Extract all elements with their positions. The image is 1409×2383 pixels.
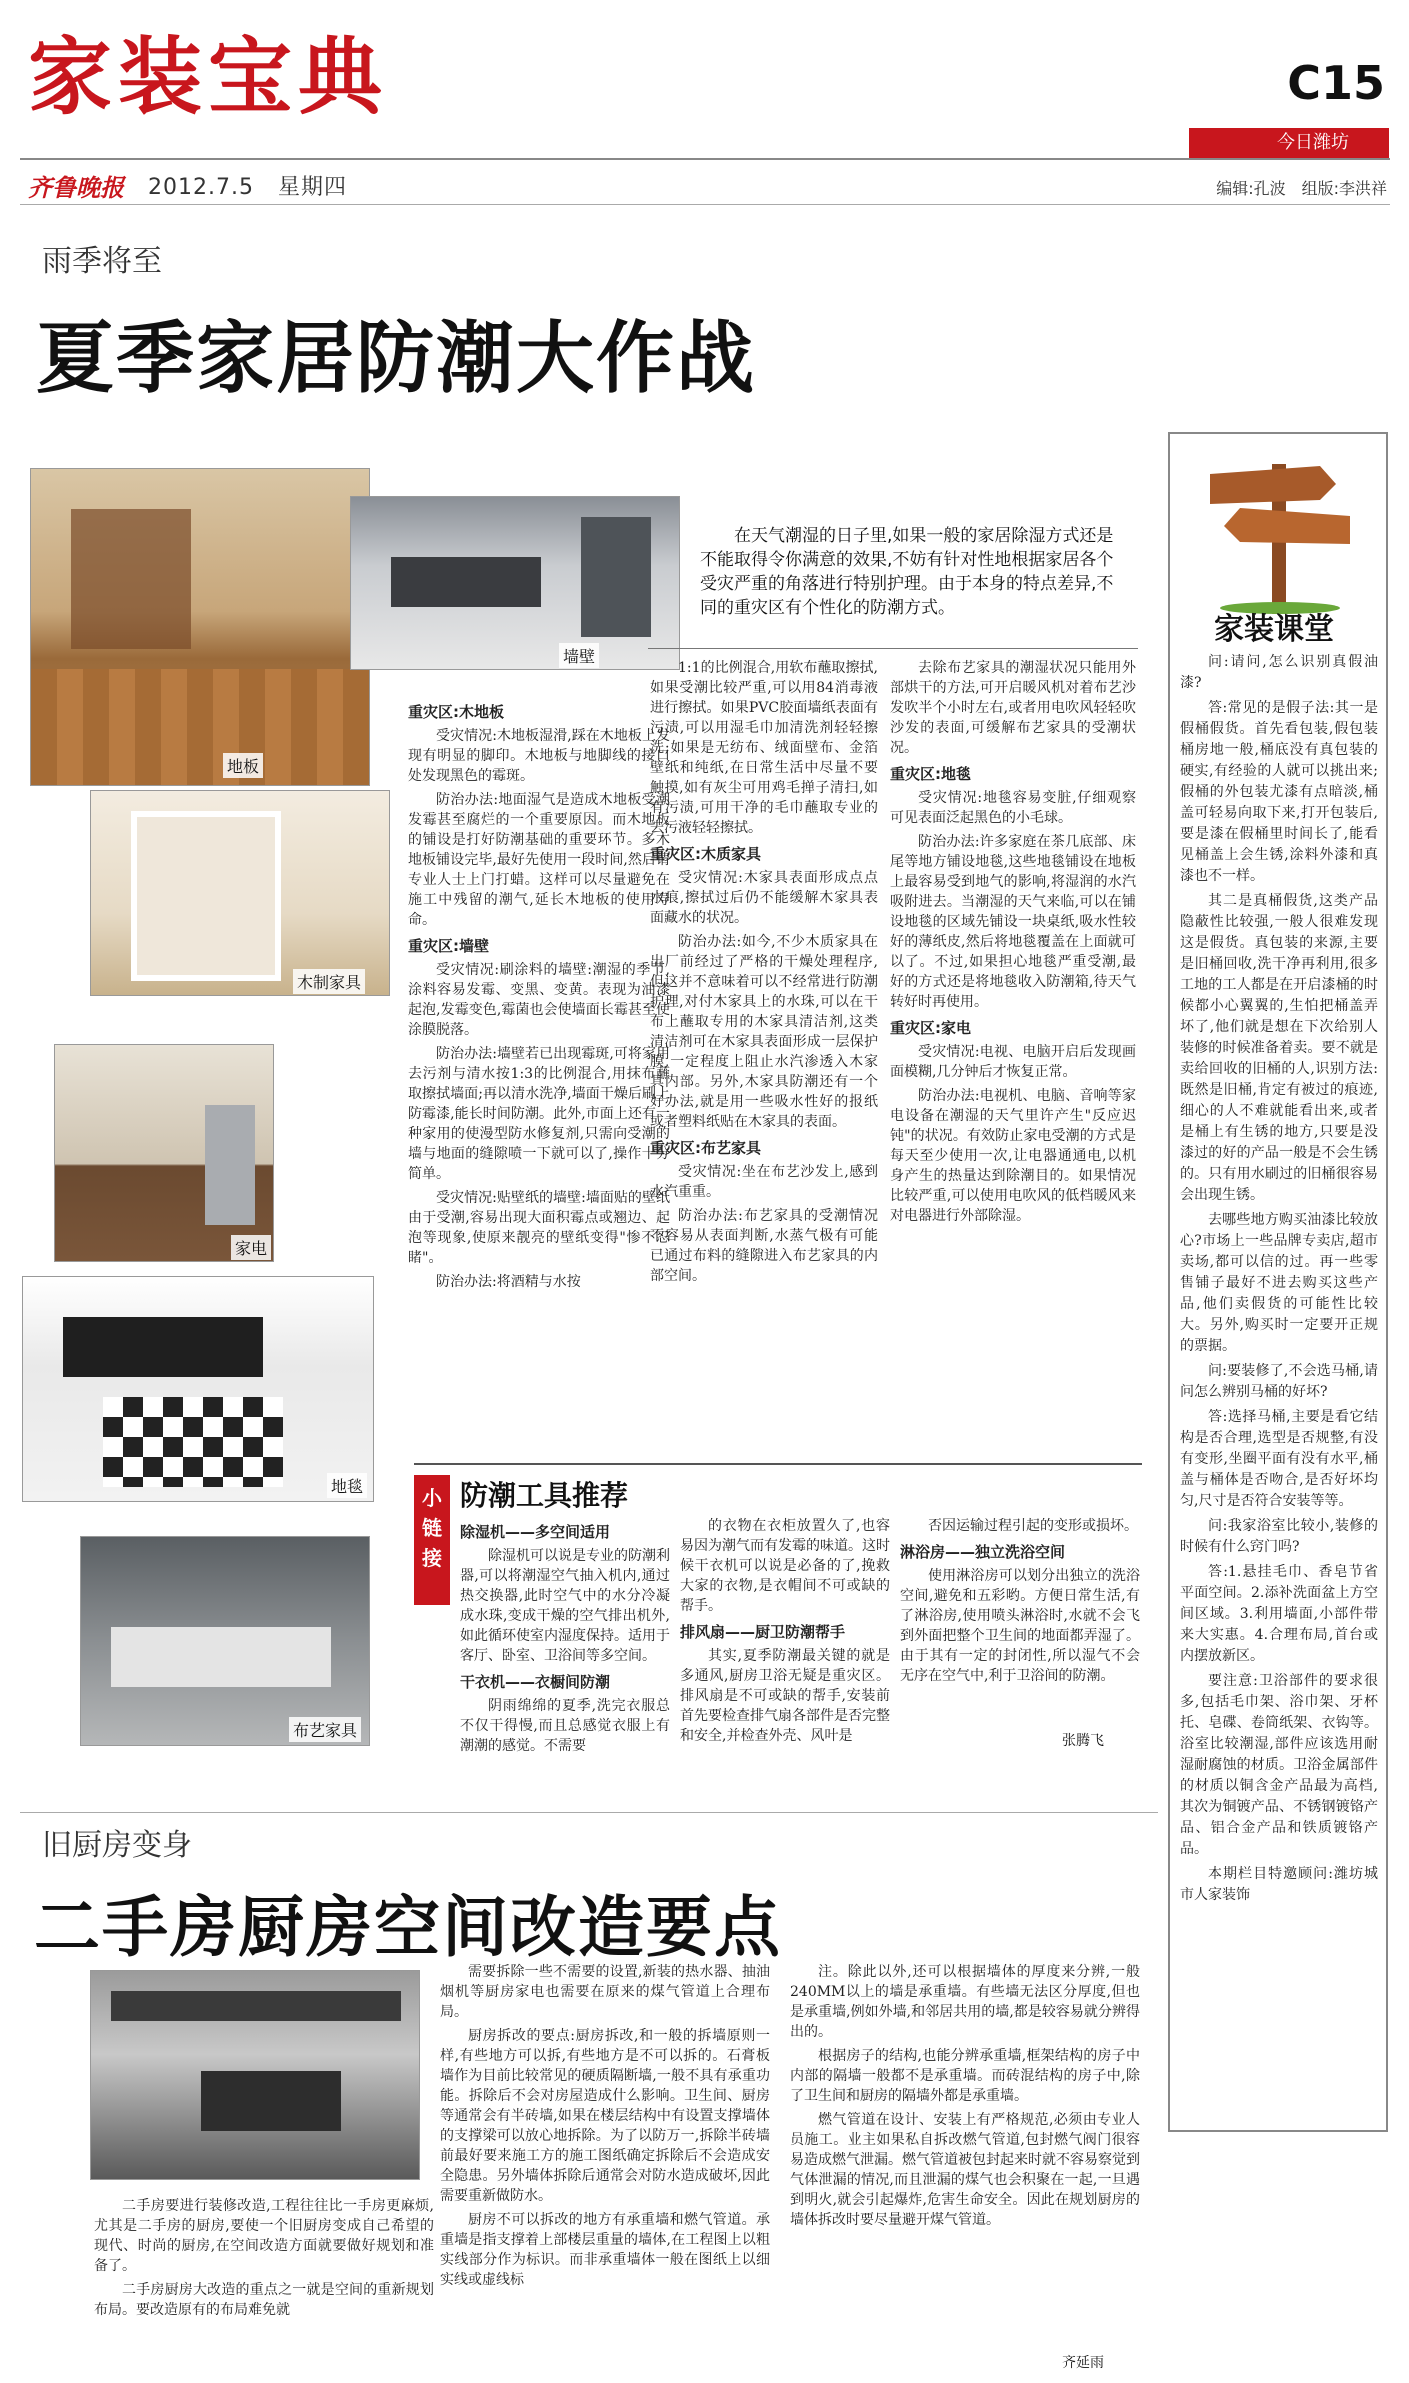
section-subhead: 重灾区:木质家具 (650, 845, 761, 863)
photo-label-furniture: 木制家具 (293, 969, 365, 994)
paragraph: 受灾情况:电视、电脑开启后发现画面模糊,几分钟后才恢复正常。 (890, 1044, 1136, 1080)
paragraph: 其实,夏季防潮最关键的就是多通风,厨房卫浴无疑是重灾区。排风扇是不可或缺的帮手,安装前首先要检查排气扇各部件是否完整和安全,并检查外壳、风叶是 (680, 1648, 890, 1744)
paragraph: 受灾情况:地毯容易变脏,仔细观察可见表面泛起黑色的小毛球。 (890, 790, 1136, 826)
sidebar-qa (1180, 652, 1378, 2122)
photo-label-fabric: 布艺家具 (289, 1717, 361, 1742)
section-subhead: 重灾区:布艺家具 (650, 1139, 761, 1157)
paragraph: 防治办法:如今,不少木质家具在出厂前经过了严格的干燥处理程序,但这并不意味着可以不经常进行防潮护理,对付木家具上的水珠,可以在干布上蘸取专用的木家具清洁剂,这类清洁剂可在木家具表面形成一层保护膜,一定程度上阻止水汽渗透入木家具内部。另外,木家具防潮还有一个好办法,就是用一些吸水性好的报纸或者塑料纸贴在木家具的表面。 (650, 934, 878, 1130)
paragraph: 受灾情况:贴壁纸的墙壁:墙面贴的壁纸由于受潮,容易出现大面积霉点或翘边、起泡等现象,使原来靓亮的壁纸变得"惨不忍睹"。 (408, 1190, 670, 1266)
link-box-rule (414, 1463, 1142, 1465)
section-subhead: 排风扇——厨卫防潮帮手 (680, 1623, 846, 1641)
article1-column-2 (650, 658, 878, 1436)
photo-wall (350, 496, 680, 670)
paragraph: 防治办法:地面湿气是造成木地板受潮发霉甚至腐烂的一个重要原因。而木地板的铺设是打好防潮基础的重要环节。多木地板铺设完毕,最好先使用一段时间,然后请专业人士上门打蜡。这样可以尽量避免在施工中残留的潮气,延长木地板的使用寿命。 (408, 792, 670, 928)
paragraph: 燃气管道在设计、安装上有严格规范,必须由专业人员施工。业主如果私自拆改燃气管道,包封燃气阀门很容易造成燃气泄漏。燃气管道被包封起来时就不容易察觉到气体泄漏的情况,而且泄漏的煤气也会积聚在一起,一旦遇到明火,就会引起爆炸,危害生命安全。因此在规划厨房的墙体拆改时要尽量避开煤气管道。 (790, 2112, 1140, 2228)
article1-lede: 在天气潮湿的日子里,如果一般的家居除湿方式还是不能取得令你满意的效果,不妨有针对性地根据家居各个受灾严重的角落进行特别护理。由于本身的特点差异,不同的重灾区有个性化的防潮方式。 (700, 526, 1114, 618)
weekday: 星期四 (277, 175, 347, 200)
photo-shelf-shape (581, 517, 651, 637)
section-subhead: 重灾区:家电 (890, 1019, 971, 1037)
paragraph: 受灾情况:坐在布艺沙发上,感到水汽重重。 (650, 1164, 878, 1200)
page-number: C15 (1287, 56, 1385, 110)
paragraph: 受灾情况:木家具表面形成点点水痕,擦拭过后仍不能缓解木家具表面藏水的状况。 (650, 870, 878, 926)
link-column-1 (460, 1516, 670, 1756)
paragraph: 防治办法:墙壁若已出现霉斑,可将家用去污剂与清水按1:3的比例混合,用抹布蘸取擦拭墙面;再以清水洗净,墙面干燥后刷上防霉漆,能长时间防潮。此外,市面上还有一种家用的使漫型防水修复剂,只需向受潮的墙与地面的缝隙喷一下就可以了,操作十分简单。 (408, 1046, 670, 1182)
article1-column-1 (408, 696, 670, 1436)
article2-headline: 二手房厨房空间改造要点 (34, 1889, 782, 1966)
paragraph: 去哪些地方购买油漆比较放心?市场上一些品牌专卖店,超市卖场,都可以信的过。再一些零售铺子最好不进去购买这些产品,他们卖假货的可能性比较大。另外,购买时一定要开正规的票据。 (1180, 1212, 1378, 1354)
article2-rule (20, 1812, 1158, 1813)
paragraph: 防治办法:将酒精与水按 (436, 1274, 581, 1290)
photo-wood-floor (30, 468, 370, 786)
photo-kitchen (90, 1970, 420, 2180)
paragraph: 问:请问,怎么识别真假油漆? (1180, 654, 1378, 691)
link-title: 防潮工具推荐 (460, 1479, 629, 1512)
section-subhead: 重灾区:木地板 (408, 703, 504, 721)
photo-fabric-sofa-shape (111, 1627, 331, 1687)
article2-column-1 (440, 1962, 770, 2372)
paragraph: 防治办法:电视机、电脑、音响等家电设备在潮湿的天气里许产生"反应迟钝"的状况。有效防止家电受潮的方式是每天至少使用一次,让电器通通电,以机身产生的热量达到除潮目的。如果情况比较严重,可以使用电吹风的低档暖风来对电器进行外部除湿。 (890, 1088, 1136, 1224)
paragraph: 问:要装修了,不会选马桶,请问怎么辨别马桶的好坏? (1180, 1363, 1378, 1400)
paragraph: 受灾情况:刷涂料的墙壁:潮湿的季节,涂料容易发霉、变黑、变黄。表现为油漆起泡,发霉变色,霉菌也会使墙面长霉甚至使涂膜脱落。 (408, 962, 670, 1038)
paragraph: 除湿机可以说是专业的防潮利器,可以将潮湿空气抽入机内,通过热交换器,此时空气中的水分冷凝成水珠,变成干燥的空气排出机外,如此循环使室内湿度保持。适用于客厅、卧室、卫浴间等多空间。 (460, 1548, 670, 1664)
photo-label-appliance: 家电 (231, 1235, 271, 1260)
paragraph: 防治办法:许多家庭在茶几底部、床尾等地方铺设地毯,这些地毯铺设在地板上最容易受到地气的影响,将湿润的水汽吸附进去。当潮湿的天气来临,可以在铺设地毯的区域先铺设一块桌纸,吸水性较好的薄纸皮,然后将地毯覆盖在上面就可以了。不过,如果担心地毯严重受潮,最好的方式还是将地毯收入防潮箱,待天气转好时再使用。 (890, 834, 1136, 1010)
paragraph: 受灾情况:木地板湿滑,踩在木地板上发现有明显的脚印。木地板与地脚线的接口处发现黑色的霉斑。 (408, 728, 670, 784)
article1-kicker: 雨季将至 (42, 244, 162, 279)
paragraph: 答:常见的是假子法:其一是假桶假货。首先看包装,假包装桶房地一般,桶底没有真包装的硬实,有经验的人就可以挑出来;假桶的外包装尤漆有点暗淡,桶盖可轻易向取下来,打开包装后,要是漆在假桶里时间长了,能看见桶盖上会生锈,涂料外漆和真漆也不一样。 (1180, 700, 1378, 884)
paragraph: 厨房拆改的要点:厨房拆改,和一般的拆墙原则一样,有些地方可以拆,有些地方是不可以拆的。石膏板墙作为目前比较常见的硬质隔断墙,一般不具有承重功能。拆除后不会对房屋造成什么影响。卫生间、厨房等通常会有半砖墙,如果在楼层结构中有设置支撑墙体的支撑梁可以放心地拆除。为了以防万一,拆除半砖墙前最好要来施工方的施工图纸确定拆除后不会造成安全隐患。另外墙体拆除后通常会对防水造成破坏,因此需要重新做防水。 (440, 2028, 770, 2204)
paragraph: 否因运输过程引起的变形或损坏。 (928, 1518, 1138, 1534)
paragraph: 答:1.悬挂毛巾、香皂节省平面空间。2.添补洗面盆上方空间区域。3.利用墙面,小部件带来大实惠。4.合理布局,首台或内摆放新区。 (1180, 1564, 1378, 1664)
link-author: 张腾飞 (1062, 1733, 1104, 1749)
paragraph: 防治办法:布艺家具的受潮情况不容易从表面判断,水蒸气极有可能已通过布料的缝隙进入布艺家具的内部空间。 (650, 1208, 878, 1284)
section-subhead: 干衣机——衣橱间防潮 (460, 1673, 611, 1691)
paragraph: 去除布艺家具的潮湿状况只能用外部烘干的方法,可开启暖风机对着布艺沙发吹半个小时左右,或者用电吹风轻轻吹沙发的表面,可缓解布艺家具的受潮状况。 (890, 660, 1136, 756)
paragraph: 二手房厨房大改造的重点之一就是空间的重新规划布局。要改造原有的布局难免就 (94, 2282, 434, 2318)
photo-bed-shape (71, 509, 191, 649)
paragraph: 阴雨绵绵的夏季,洗完衣服总不仅干得慢,而且总感觉衣服上有潮潮的感觉。不需要 (460, 1698, 670, 1754)
link-column-3 (900, 1516, 1140, 1716)
header-rule (20, 158, 1390, 160)
paragraph: 问:我家浴室比较小,装修的时候有什么窍门吗? (1180, 1518, 1378, 1555)
article2-column-2 (790, 1962, 1140, 2352)
paragraph: 答:选择马桶,主要是看它结构是否合理,选型是否规整,有没有变形,坐圈平面有没有水平,桶盖与桶体是否吻合,是否好坏均匀,尺寸是否符合安装等等。 (1180, 1409, 1378, 1509)
signpost-icon (1200, 444, 1360, 614)
section-label: 今日潍坊 (1189, 128, 1389, 158)
photo-appliance (54, 1044, 274, 1262)
lede-rule (648, 648, 1138, 649)
photo-label-carpet: 地毯 (327, 1473, 367, 1498)
paragraph: 其二是真桶假货,这类产品隐蔽性比较强,一般人很难发现这是假货。真包装的来源,主要是旧桶回收,洗干净再利用,很多工地的工人都是在开启漆桶的时候都小心翼翼的,生怕把桶盖弄坏了,他们就是想在下次给别人装修的时候准备着卖。要不就是卖给回收的旧桶的人,识别方法:既然是旧桶,肯定有被过的痕迹,细心的人不难就能看出来,或者是桶上有生锈的地方,只要是没漆过的好的产品一般是不会生锈的。只有用水刷过的旧桶很容易会出现生锈。 (1180, 893, 1378, 1203)
photo-kitchen-island-shape (201, 2071, 341, 2131)
paragraph: 1:1的比例混合,用软布蘸取擦拭,如果受潮比较严重,可以用84消毒液进行擦拭。如果PVC胶面墙纸表面有污渍,可以用湿毛巾加清洗剂轻轻擦洗;如果是无纺布、绒面壁布、金箔壁纸和纯纸,在日常生活中尽量不要触摸,如有灰尘可用鸡毛掸子清扫,如有污渍,可用干净的毛巾蘸取专业的去污液轻轻擦拭。 (650, 660, 878, 836)
article1-column-3 (890, 658, 1136, 1436)
article2-author: 齐延雨 (1062, 2355, 1104, 2371)
photo-sofa-black-shape (63, 1317, 263, 1377)
photo-fabric-furniture (80, 1536, 370, 1746)
section-subhead: 重灾区:墙壁 (408, 937, 489, 955)
paragraph: 使用淋浴房可以划分出独立的洗浴空间,避免和五彩哟。方便日常生活,有了淋浴房,使用喷头淋浴时,水就不会飞到外面把整个卫生间的地面都弄湿了。由于其有一定的封闭性,所以湿气不会无序在空气中,利于卫浴间的防潮。 (900, 1568, 1140, 1684)
photo-rug-shape (103, 1397, 283, 1487)
photo-label-floor: 地板 (223, 753, 263, 778)
photo-carpet (22, 1276, 374, 1502)
article2-kicker: 旧厨房变身 (42, 1828, 192, 1863)
section-subhead: 重灾区:地毯 (890, 765, 971, 783)
subheader-rule (20, 204, 1390, 205)
paragraph: 的衣物在衣柜放置久了,也容易因为潮气而有发霉的味道。这时候干衣机可以说是必备的了,挽救大家的衣物,是衣帽间不可或缺的帮手。 (680, 1518, 890, 1614)
paragraph: 根据房子的结构,也能分辨承重墙,框架结构的房子中内部的隔墙一般都不是承重墙。而砖混结构的房子中,除了卫生间和厨房的隔墙外都是承重墙。 (790, 2048, 1140, 2104)
sidebar-panel (1168, 432, 1388, 2132)
section-subhead: 除湿机——多空间适用 (460, 1523, 611, 1541)
article2-intro (94, 2196, 434, 2366)
photo-kitchen-cabinets-shape (111, 1991, 401, 2021)
photo-fridge-shape (205, 1105, 255, 1225)
masthead: 家装宝典 (28, 28, 389, 126)
paper-logo: 齐鲁晚报 (28, 173, 124, 202)
paragraph: 厨房不可以拆改的地方有承重墙和燃气管道。承重墙是指支撑着上部楼层重量的墙体,在工程图上以粗实线部分作为标识。而非承重墙体一般在图纸上以细实线或虚线标 (440, 2212, 770, 2288)
photo-label-wall: 墙壁 (559, 643, 599, 668)
section-subhead: 淋浴房——独立洗浴空间 (900, 1543, 1066, 1561)
link-tag: 小链接 (414, 1475, 450, 1605)
photo-wood-furniture (90, 790, 390, 996)
link-column-2 (680, 1516, 890, 1756)
editor-credit: 编辑:孔波 组版:李洪祥 (1216, 179, 1387, 198)
paragraph: 本期栏目特邀顾问:潍坊城市人家装饰 (1180, 1866, 1378, 1903)
article1-headline: 夏季家居防潮大作战 (36, 314, 757, 404)
sidebar-title: 家装课堂 (1214, 612, 1334, 647)
photo-cabinet-shape (131, 811, 281, 981)
paragraph: 要注意:卫浴部件的要求很多,包括毛巾架、浴巾架、牙杯托、皂碟、卷筒纸架、衣钩等。浴室比较潮湿,部件应该选用耐湿耐腐蚀的材质。卫浴金属部件的材质以铜含金产品最为高档,其次为铜镀产品、不锈钢镀铬产品、铝合金产品和铁质镀铬产品。 (1180, 1673, 1378, 1857)
dateline (148, 170, 347, 201)
paragraph: 需要拆除一些不需要的设置,新装的热水器、抽油烟机等厨房家电也需要在原来的煤气管道上合理布局。 (440, 1964, 770, 2020)
paragraph: 二手房要进行装修改造,工程往往比一手房更麻烦,尤其是二手房的厨房,要使一个旧厨房变成自己希望的现代、时尚的厨房,在空间改造方面就要做好规划和准备了。 (94, 2198, 434, 2274)
photo-sofa-shape (391, 557, 541, 607)
date: 2012.7.5 (148, 175, 254, 200)
photo-floor-planks (31, 669, 370, 786)
paragraph: 注。除此以外,还可以根据墙体的厚度来分辨,一般240MM以上的墙是承重墙。有些墙无法区分厚度,但也是承重墙,例如外墙,和邻居共用的墙,都是较容易就分辨得出的。 (790, 1964, 1140, 2040)
